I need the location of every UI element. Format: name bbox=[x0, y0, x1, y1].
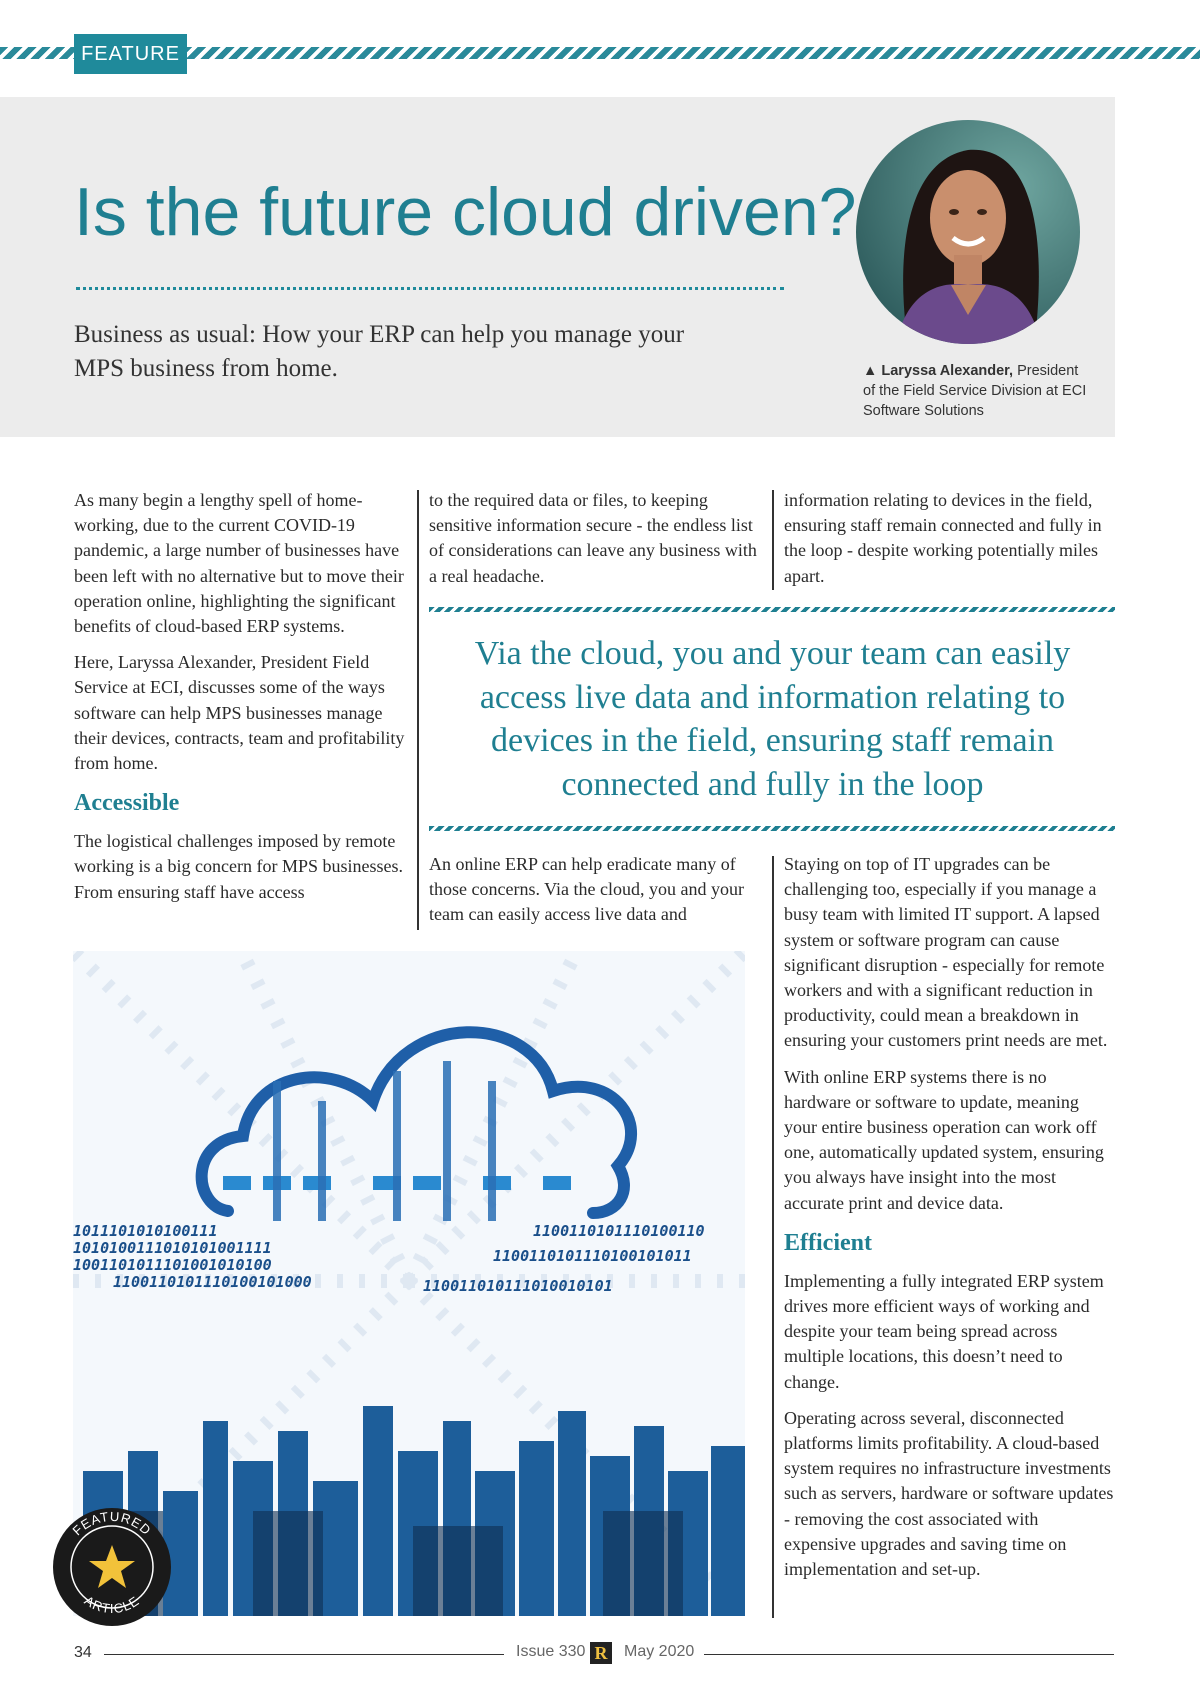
col2-paragraph: to the required data or files, to keeping sensitive information secure - the endless list of considerations can leave any business with a real headache. bbox=[429, 490, 757, 586]
pull-quote: Via the cloud, you and your team can easily access live data and information relating to devices in the field, ensuring staff remain connected and fully in the loop bbox=[474, 635, 1071, 803]
page-number: 34 bbox=[74, 1644, 92, 1661]
column-rule bbox=[772, 490, 774, 590]
binary-row: 1100110101110100101000 bbox=[113, 1273, 312, 1291]
portrait-caption bbox=[863, 361, 1093, 421]
featured-article-badge bbox=[52, 1507, 172, 1627]
section-tag: FEATURE bbox=[74, 34, 187, 74]
binary-row: 1011101010100111 bbox=[73, 1222, 218, 1240]
column-2-top bbox=[429, 488, 762, 600]
col3-paragraph-online: With online ERP systems there is no hardware or software to update, meaning your entire business operation can work off one, automatically updated system, ensuring you always have insight into the most accurate print and device data. bbox=[784, 1066, 1104, 1213]
binary-row: 1100110101110100110 bbox=[533, 1222, 705, 1240]
issue-number: Issue 330 bbox=[516, 1643, 586, 1660]
title-divider bbox=[76, 287, 784, 290]
caption-role: President of the Field Service Division at ECI Software Solutions bbox=[863, 363, 1087, 419]
col3-paragraph: information relating to devices in the field, ensuring staff remain connected and fully in the loop - despite working potentially miles apart. bbox=[784, 490, 1102, 586]
column-3-top bbox=[784, 488, 1114, 600]
footer-rule-right bbox=[704, 1654, 1114, 1655]
heading-accessible: Accessible bbox=[74, 790, 180, 817]
pullquote-rule-bottom bbox=[429, 826, 1115, 831]
column-rule bbox=[772, 856, 774, 1618]
badge-bottom-text: ARTICLE bbox=[81, 1592, 143, 1617]
accessible-paragraph: The logistical challenges imposed by remote working is a big concern for MPS businesses. From ensuring staff have access bbox=[74, 831, 403, 902]
column-2-bottom bbox=[429, 852, 762, 939]
article-title: Is the future cloud driven? bbox=[74, 174, 857, 250]
issue-date: May 2020 bbox=[624, 1643, 695, 1660]
column-rule bbox=[417, 490, 419, 930]
author-portrait bbox=[856, 120, 1080, 344]
caption-name: Laryssa Alexander, bbox=[881, 363, 1014, 379]
intro-paragraph-2: Here, Laryssa Alexander, President Field Service at ECI, discusses some of the ways software can help MPS businesses manage their devices, contracts, team and profitability from home. bbox=[74, 652, 405, 774]
efficient-paragraph-2: Operating across several, disconnected platforms limits profitability. A cloud-based system requires no infrastructure investments such as servers, hardware or software updates - removing the cost associated with expensive upgrades and saving time on implementation and set-up. bbox=[784, 1407, 1114, 1580]
caption-triangle-icon: ▲ bbox=[863, 363, 882, 379]
binary-row: 1010100111010101001111 bbox=[73, 1239, 272, 1257]
footer-rule-left bbox=[104, 1654, 504, 1655]
binary-row: 1100110101110100101011 bbox=[493, 1247, 692, 1265]
magazine-logo: R bbox=[590, 1642, 612, 1664]
pullquote-rule-top bbox=[429, 607, 1115, 612]
col2-bottom-paragraph: An online ERP can help eradicate many of those concerns. Via the cloud, you and your team can easily access live data and bbox=[429, 854, 745, 925]
intro-paragraph: As many begin a lengthy spell of home-working, due to the current COVID-19 pandemic, a large number of businesses have been left with no alternative but to move their operation online, highlighting the significant benefits of cloud-based ERP systems. bbox=[74, 490, 404, 637]
column-1 bbox=[74, 488, 407, 916]
cloud-city-illustration bbox=[73, 951, 745, 1616]
article-subtitle: Business as usual: How your ERP can help you manage your MPS business from home. bbox=[74, 321, 685, 382]
heading-efficient: Efficient bbox=[784, 1229, 872, 1256]
binary-row: 110011010111010010101 bbox=[423, 1277, 613, 1295]
col3-paragraph-upgrades: Staying on top of IT upgrades can be challenging too, especially if you manage a busy team with limited IT support. A lapsed system or software program can cause significant disruption - especially for remote workers and with a significant reduction in productivity, could mean a breakdown in ensuring your customers print needs are met. bbox=[784, 854, 1108, 1051]
badge-top-text: FEATURED bbox=[69, 1508, 155, 1539]
binary-row: 1001101011101001010100 bbox=[73, 1256, 272, 1274]
column-3-bottom bbox=[784, 852, 1114, 1593]
efficient-paragraph: Implementing a fully integrated ERP system drives more efficient ways of working and despite your team being spread across multiple locations, this doesn’t need to change. bbox=[784, 1270, 1104, 1392]
